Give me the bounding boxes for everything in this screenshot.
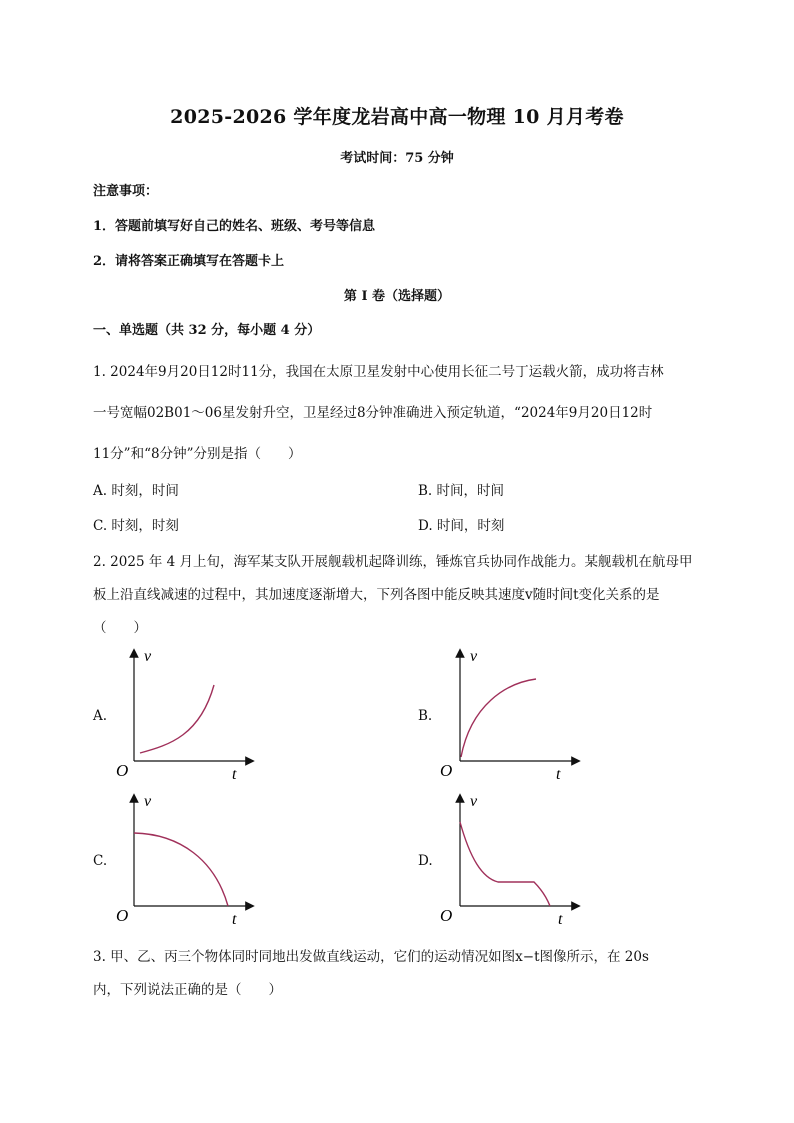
y-axis-label: v	[144, 648, 152, 665]
note-item-1: 1．答题前填写好自己的姓名、班级、考号等信息	[93, 219, 376, 234]
graph-a	[110, 645, 260, 785]
x-axis-label: t	[556, 766, 561, 783]
graph-c	[110, 790, 260, 930]
q1-line-3: 11分”和“8分钟”分别是指（ ）	[93, 446, 302, 462]
q2-line-1: 2. 2025 年 4 月上旬，海军某支队开展舰载机起降训练，锤炼官兵协同作战能力。某舰载机在航母甲	[93, 554, 693, 570]
q1-line-2: 一号宽幅02B01～06星发射升空，卫星经过8分钟准确进入预定轨道，“2024年9月20日12时	[93, 405, 653, 421]
note-item-2: 2．请将答案正确填写在答题卡上	[93, 254, 285, 269]
q3-line-1: 3. 甲、乙、丙三个物体同时同地出发做直线运动，它们的运动情况如图x−t图像所示，在 20s	[93, 949, 649, 965]
q2-line-2: 板上沿直线减速的过程中，其加速度逐渐增大，下列各图中能反映其速度v随时间t变化关系的是	[93, 587, 660, 603]
section-title: 一、单选题（共 32 分，每小题 4 分）	[93, 323, 321, 338]
velocity-curve	[460, 822, 550, 906]
y-axis-label: v	[470, 793, 478, 810]
velocity-curve	[140, 685, 214, 753]
y-axis-label: v	[144, 793, 152, 810]
graph-b-label: B.	[418, 708, 433, 724]
q1-option-a: A. 时刻，时间	[93, 483, 179, 499]
exam-title: 2025-2026 学年度龙岩高中高一物理 10 月月考卷	[170, 106, 624, 128]
graph-d-label: D.	[418, 853, 433, 869]
graph-a-label: A.	[93, 708, 108, 724]
y-axis-label: v	[470, 648, 478, 665]
x-axis-label: t	[232, 911, 237, 928]
graph-b	[436, 645, 586, 785]
x-axis-label: t	[558, 911, 563, 928]
exam-time: 考试时间：75 分钟	[340, 151, 454, 166]
part-title: 第 I 卷（选择题）	[343, 289, 451, 304]
graph-c-label: C.	[93, 853, 108, 869]
q1-option-b: B. 时间，时间	[418, 483, 505, 499]
origin-label: O	[116, 761, 129, 780]
origin-label: O	[440, 906, 453, 925]
q1-line-1: 1. 2024年9月20日12时11分，我国在太原卫星发射中心使用长征二号丁运载火箭，成功将吉林	[93, 364, 664, 380]
origin-label: O	[116, 906, 129, 925]
q1-option-d: D. 时间，时刻	[418, 518, 505, 534]
origin-label: O	[440, 761, 453, 780]
notes-heading: 注意事项：	[93, 184, 159, 199]
graph-d	[436, 790, 586, 930]
x-axis-label: t	[232, 766, 237, 783]
velocity-curve	[461, 679, 536, 757]
q1-option-c: C. 时刻，时刻	[93, 518, 179, 534]
velocity-curve	[134, 833, 228, 906]
q3-line-2: 内，下列说法正确的是（ ）	[93, 982, 282, 998]
q2-line-3: （ ）	[93, 620, 147, 636]
